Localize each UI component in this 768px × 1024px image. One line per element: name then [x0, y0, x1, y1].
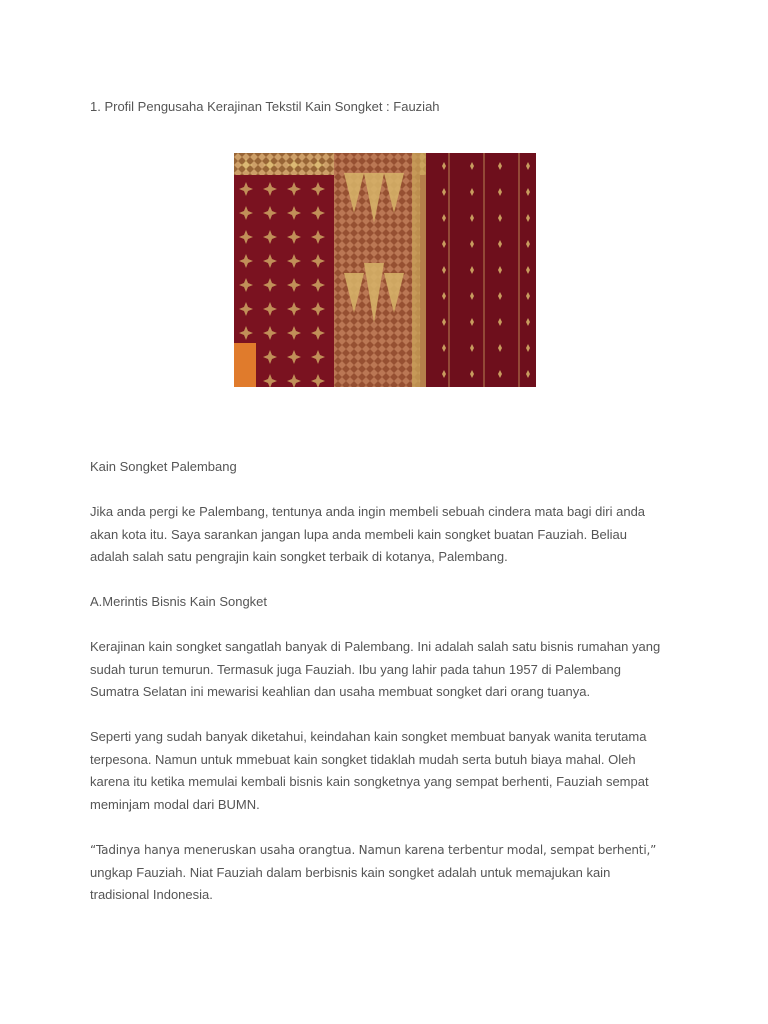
- songket-fabric-photo: [234, 153, 536, 387]
- paragraph-2-line: sudah turun temurun. Termasuk juga Fauziah. Ibu yang lahir pada tahun 1957 di Palembang: [90, 661, 621, 677]
- paragraph-2-line: Sumatra Selatan ini mewarisi keahlian dan usaha membuat songket dari orang tuanya.: [90, 684, 591, 699]
- paragraph-1: [90, 501, 680, 569]
- page-title: 1. Profil Pengusaha Kerajinan Tekstil Kain Songket : Fauziah: [90, 99, 440, 114]
- songket-fabric-image: [234, 153, 536, 387]
- paragraph-1-line: adalah salah satu pengrajin kain songket terbaik di kotanya, Palembang.: [90, 549, 508, 564]
- paragraph-2-line: Kerajinan kain songket sangatlah banyak di Palembang. Ini adalah salah satu bisnis rumahan yang: [90, 639, 661, 654]
- paragraph-3-line: meminjam modal dari BUMN.: [90, 796, 260, 812]
- subtitle: Kain Songket Palembang: [90, 459, 237, 474]
- paragraph-4-line: ungkap Fauziah. Niat Fauziah dalam berbisnis kain songket adalah untuk memajukan kain: [90, 864, 611, 880]
- paragraph-3-line: terpesona. Namun untuk mmebuat kain songket tidaklah mudah serta butuh biaya mahal. Oleh: [90, 751, 636, 767]
- quote-line: “Tadinya hanya meneruskan usaha orangtua. Namun karena terbentur modal, sempat berhenti,”: [90, 843, 657, 857]
- paragraph-2: [90, 636, 680, 704]
- paragraph-3-line: Seperti yang sudah banyak diketahui, keindahan kain songket membuat banyak wanita terutama: [90, 729, 647, 744]
- paragraph-4: [90, 839, 680, 907]
- paragraph-1-line: akan kota itu. Saya sarankan jangan lupa anda membeli kain songket buatan Fauziah. Beliau: [90, 526, 627, 542]
- paragraph-3-line: karena itu ketika memulai kembali bisnis kain songketnya yang sempat berhenti, Fauziah sempat: [90, 774, 649, 789]
- paragraph-4-line: tradisional Indonesia.: [90, 887, 213, 902]
- paragraph-1-line: Jika anda pergi ke Palembang, tentunya anda ingin membeli sebuah cindera mata bagi diri anda: [90, 504, 646, 519]
- paragraph-3: [90, 726, 680, 816]
- section-heading: A.Merintis Bisnis Kain Songket: [90, 594, 268, 609]
